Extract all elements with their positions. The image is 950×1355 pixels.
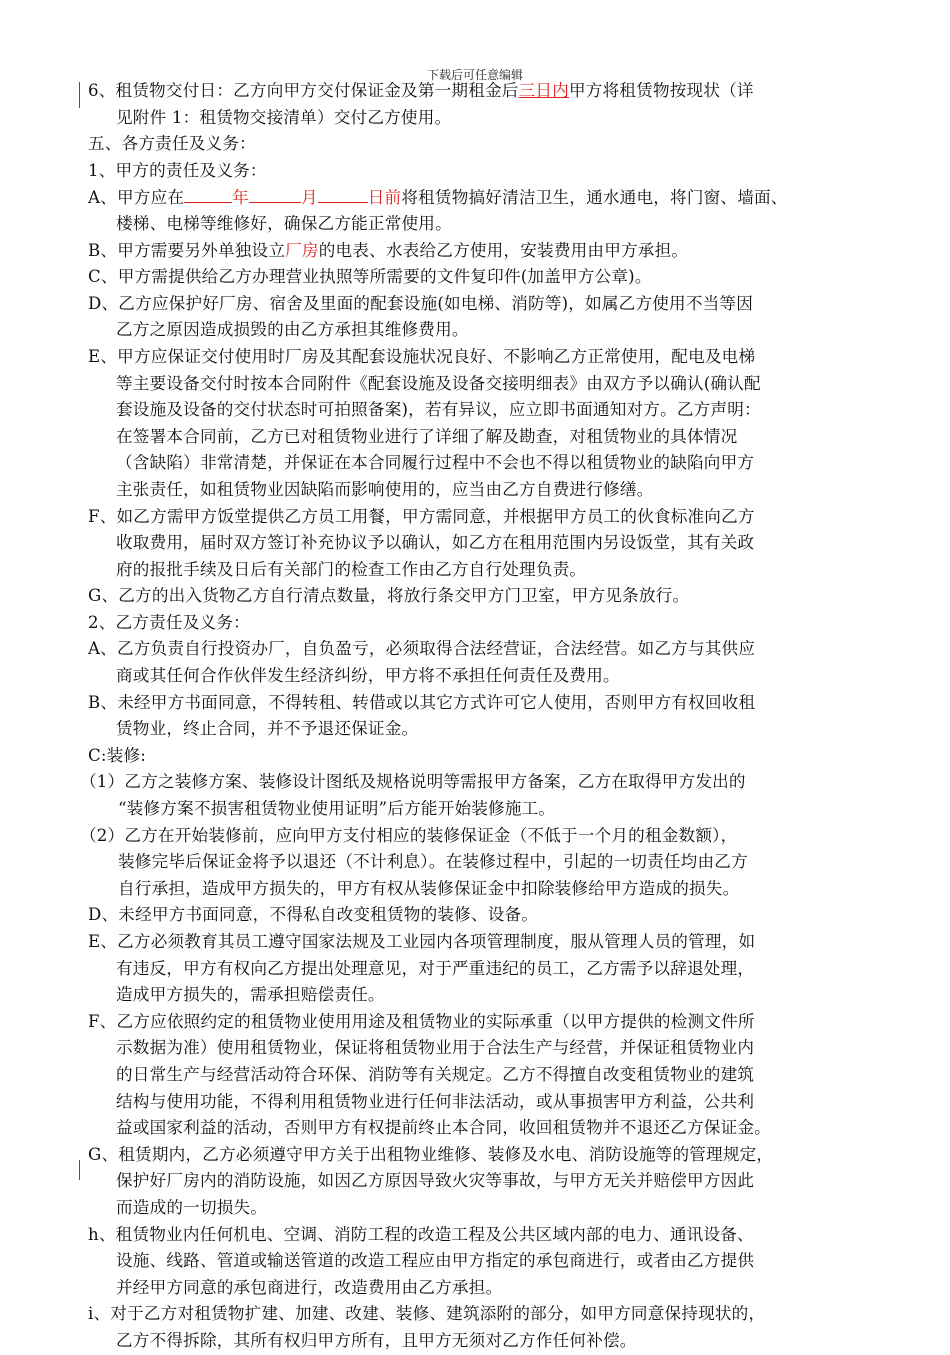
clause-2d-line: D、未经甲方书面同意，不得私自改变租赁物的装修、设备。: [88, 905, 539, 925]
party-a-heading: 1、甲方的责任及义务：: [88, 160, 267, 180]
section-5-heading: 五、各方责任及义务：: [88, 134, 256, 154]
text-run: B、甲方需要另外单独设立: [88, 240, 286, 260]
text-run: A、甲方应在: [88, 188, 185, 208]
clause-2g-line-1: G、租赁期内，乙方必须遵守甲方关于出租物业维修、装修及水电、消防设施等的管理规定，: [88, 1144, 774, 1164]
year-label: 年: [232, 188, 249, 208]
deadline-highlight: 三日内: [518, 81, 569, 100]
page-header: 下载后可任意编辑: [426, 68, 523, 82]
month-blank[interactable]: [249, 184, 301, 203]
clause-2f-line-4: 结构与使用功能，不得利用租赁物业进行任何非法活动，或从事损害甲方利益，公共利: [116, 1091, 755, 1111]
day-label: 日前: [367, 188, 402, 208]
clause-6-line-2: 见附件 1：租赁物交接清单）交付乙方使用。: [116, 107, 452, 127]
clause-2e-line-1: E、乙方必须教育其员工遵守国家法规及工业园内各项管理制度，服从管理人员的管理，如: [88, 932, 756, 951]
clause-e-line-5: （含缺陷）非常清楚，并保证在本合同履行过程中不会也不得以租赁物业的缺陷向甲方: [116, 453, 755, 473]
clause-2a-line-1: A、乙方负责自行投资办厂，自负盈亏，必须取得合法经营证，合法经营。如乙方与其供应: [88, 639, 756, 659]
text-run: 的电表、水表给乙方使用，安装费用由甲方承担。: [318, 240, 689, 260]
clause-2f-line-3: 的日常生产与经营活动符合环保、消防等有关规定。乙方不得擅自改变租赁物业的建筑: [116, 1064, 755, 1084]
clause-2h-line-1: h、租赁物业内任何机电、空调、消防工程的改造工程及公共区域内部的电力、通讯设备、: [88, 1224, 754, 1244]
text-run: 6、租赁物交付日：乙方向甲方交付保证金及第一期租金后: [88, 81, 519, 100]
text-run: 将租赁物搞好清洁卫生，通水通电，将门窗、墙面、: [401, 188, 788, 208]
clause-2b-line-1: B、未经甲方书面同意，不得转租、转借或以其它方式许可它人使用，否则甲方有权回收租: [88, 692, 756, 712]
clause-2b-line-2: 赁物业，终止合同，并不予退还保证金。: [116, 719, 419, 739]
year-blank[interactable]: [184, 184, 232, 203]
clause-2f-line-2: 示数据为准）使用租赁物业，保证将租赁物业用于合法生产与经营，并保证租赁物业内: [116, 1038, 755, 1058]
clause-2c-heading: C:装修:: [88, 745, 147, 765]
decoration-item-2-line-1: （2）乙方在开始装修前，应向甲方支付相应的装修保证金（不低于一个月的租金数额），: [80, 825, 738, 845]
decoration-item-1-line-2: “装修方案不损害租赁物业使用证明”后方能开始装修施工。: [118, 799, 556, 819]
clause-a-line-2: 楼梯、电梯等维修好，确保乙方能正常使用。: [116, 213, 452, 233]
month-label: 月: [300, 188, 318, 208]
clause-e-line-3: 套设施及设备的交付状态时可拍照备案)，若有异议，应立即书面通知对方。乙方声明：: [116, 400, 761, 420]
clause-a-line-1: [88, 184, 868, 211]
clause-2e-line-3: 造成甲方损失的，需承担赔偿责任。: [116, 985, 385, 1005]
clause-2f-line-1: F、乙方应依照约定的租赁物业使用用途及租赁物业的实际承重（以甲方提供的检测文件所: [88, 1011, 755, 1031]
clause-g-line: G、乙方的出入货物乙方自行清点数量，将放行条交甲方门卫室，甲方见条放行。: [88, 586, 690, 606]
clause-2g-line-3: 而造成的一切损失。: [116, 1197, 268, 1217]
clause-d-line-2: 乙方之原因造成损毁的由乙方承担其维修费用。: [116, 320, 469, 340]
party-b-heading: 2、乙方责任及义务：: [88, 612, 250, 632]
clause-2i-line-1: i、对于乙方对租赁物扩建、加建、改建、装修、建筑添附的部分，如甲方同意保持现状的，: [88, 1304, 766, 1324]
clause-e-line-4: 在签署本合同前，乙方已对租赁物业进行了详细了解及勘查，对租赁物业的具体情况: [116, 426, 738, 446]
change-bar: [79, 1160, 80, 1180]
clause-2h-line-2: 设施、线路、管道或输送管道的改造工程应由甲方指定的承包商进行，或者由乙方提供: [116, 1251, 755, 1271]
clause-e-line-1: E、甲方应保证交付使用时厂房及其配套设施状况良好、不影响乙方正常使用，配电及电梯: [88, 346, 756, 366]
clause-f-line-1: F、如乙方需甲方饭堂提供乙方员工用餐，甲方需同意，并根据甲方员工的伙食标准向乙方: [88, 506, 755, 526]
clause-e-line-2: 等主要设备交付时按本合同附件《配套设施及设备交接明细表》由双方予以确认(确认配: [116, 373, 761, 393]
clause-2f-line-5: 益或国家利益的活动，否则甲方有权提前终止本合同，收回租赁物并不退还乙方保证金。: [116, 1118, 771, 1138]
factory-highlight: 厂房: [285, 240, 319, 260]
decoration-item-1-line-1: （1）乙方之装修方案、装修设计图纸及规格说明等需报甲方备案，乙方在取得甲方发出的: [80, 772, 746, 792]
decoration-item-2-line-2: 装修完毕后保证金将予以退还（不计利息）。在装修过程中，引起的一切责任均由乙方: [118, 852, 748, 872]
clause-f-line-2: 收取费用，届时双方签订补充协议予以确认，如乙方在租用范围内另设饭堂，其有关政: [116, 533, 755, 553]
clause-6-line-1: [88, 78, 868, 105]
change-bar: [79, 82, 80, 108]
clause-f-line-3: 府的报批手续及日后有关部门的检查工作由乙方自行处理负责。: [116, 559, 587, 579]
clause-2g-line-2: 保护好厂房内的消防设施，如因乙方原因导致火灾等事故，与甲方无关并赔偿甲方因此: [116, 1171, 755, 1191]
text-run: 甲方将租赁物按现状（详: [569, 81, 754, 100]
clause-2a-line-2: 商或其任何合作伙伴发生经济纠纷，甲方将不承担任何责任及费用。: [116, 666, 620, 686]
contract-body: [80, 78, 868, 1355]
clause-2h-line-3: 并经甲方同意的承包商进行，改造费用由乙方承担。: [116, 1277, 503, 1297]
clause-b-line-1: [88, 238, 868, 265]
clause-2e-line-2: 有违反，甲方有权向乙方提出处理意见，对于严重违纪的员工，乙方需予以辞退处理，: [116, 958, 755, 978]
clause-2i-line-2: 乙方不得拆除，其所有权归甲方所有，且甲方无须对乙方作任何补偿。: [116, 1330, 637, 1350]
day-blank[interactable]: [318, 184, 368, 203]
decoration-item-2-line-3: 自行承担，造成甲方损失的，甲方有权从装修保证金中扣除装修给甲方造成的损失。: [118, 878, 740, 898]
clause-c-line: C、甲方需提供给乙方办理营业执照等所需要的文件复印件(加盖甲方公章)。: [88, 267, 652, 287]
clause-e-line-6: 主张责任，如租赁物业因缺陷而影响使用的，应当由乙方自费进行修缮。: [116, 479, 654, 499]
clause-d-line-1: D、乙方应保护好厂房、宿舍及里面的配套设施(如电梯、消防等)，如属乙方使用不当等因: [88, 293, 754, 313]
